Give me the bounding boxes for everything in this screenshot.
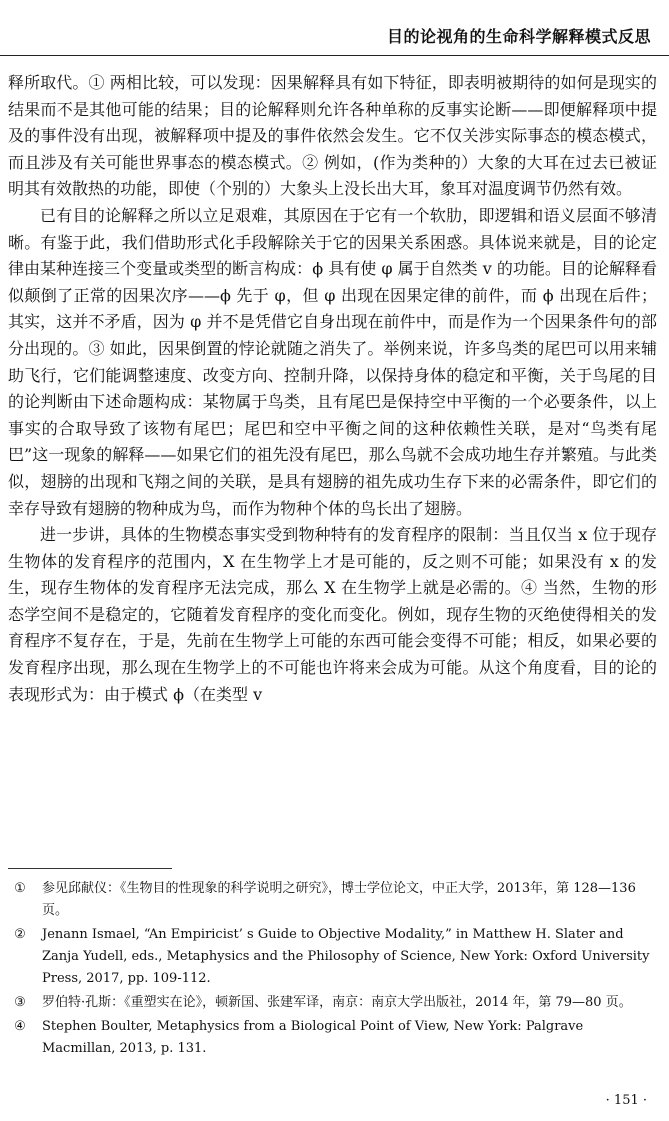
- footnote-4: [8, 1016, 657, 1060]
- paragraph-2: 已有目的论解释之所以立足艰难，其原因在于它有一个软肋，即逻辑和语义层面不够清晰。有鉴于此，我们借助形式化手段解除关于它的因果关系困惑。具体说来就是，目的论定律由某种连接三个变量或类型的断言构成：ϕ 具有使 φ 属于自然类 v 的功能。目的论解释看似颠倒了正常的因果次序——ϕ 先于 φ，但 φ 出现在因果定律的前件，而 ϕ 出现在后件；其实，这并不矛盾，因为 φ 并不是凭借它自身出现在前件中，而是作为一个因果条件句的部分出现的。③ 如此，因果倒置的悖论就随之消失了。举例来说，许多鸟类的尾巴可以用来辅助飞行，它们能调整速度、改变方向、控制升降，以保持身体的稳定和平衡，关于鸟尾的目的论判断由下述命题构成：某物属于鸟类，且有尾巴是保持空中平衡的一个必要条件，以上事实的合取导致了该物有尾巴；尾巴和空中平衡之间的这种依赖性关联，是对“鸟类有尾巴”这一现象的解释——如果它们的祖先没有尾巴，那么鸟就不会成功地生存并繁殖。与此类似，翅膀的出现和飞翔之间的关联，是具有翅膀的祖先成功生存下来的必需条件，即它们的幸存导致有翅膀的物种成为鸟，而作为物种个体的鸟长出了翅膀。: [8, 205, 657, 518]
- header-rule: [0, 55, 669, 56]
- footnote-number: ③: [14, 995, 26, 1010]
- running-header-title: 目的论视角的生命科学解释模式反思: [386, 27, 651, 46]
- footnote-text: 参见邱献仪：《生物目的性现象的科学说明之研究》，博士学位论文，中正大学，2013年，第 128—136 页。: [42, 881, 636, 918]
- footnote-number: ②: [14, 927, 26, 942]
- footnote-2: [8, 924, 657, 990]
- footnote-text: 罗伯特·孔斯：《重塑实在论》，顿新国、张建军译，南京：南京大学出版社，2014 年，第 79—80 页。: [42, 995, 632, 1010]
- footnote-separator: [8, 868, 172, 869]
- footnote-text: Stephen Boulter, Metaphysics from a Biological Point of View, New York: Palgrave Macmillan, 2013, p. 131.: [42, 1019, 584, 1056]
- footnote-number: ④: [14, 1019, 26, 1034]
- footnote-3: [8, 992, 657, 1014]
- footnotes: [8, 878, 657, 1062]
- paragraph-3: 进一步讲，具体的生物模态事实受到物种特有的发育程序的限制：当且仅当 x 位于现存生物体的发育程序的范围内，X 在生物学上才是可能的，反之则不可能；如果没有 x 的发生，现存生物体的发育程序无法完成，那么 X 在生物学上就是必需的。④ 当然，生物的形态学空间不是稳定的，它随着发育程序的变化而变化。例如，现存生物的灭绝使得相关的发育程序不复存在，于是，先前在生物学上可能的东西可能会变得不可能；相反，如果必要的发育程序出现，那么现在生物学上的不可能也许将来会成为可能。从这个角度看，目的论的表现形式为：由于模式 ϕ（在类型 v: [8, 525, 657, 704]
- paragraph-1: 释所取代。① 两相比较，可以发现：因果解释具有如下特征，即表明被期待的如何是现实的结果而不是其他可能的结果；目的论解释则允许各种单称的反事实论断——即便解释项中提及的事件没有出现，被解释项中提及的事件依然会发生。它不仅关涉实际事态的模态模式，而且涉及有关可能世界事态的模态模式。② 例如，(作为类种的）大象的大耳在过去已被证明其有效散热的功能，即使（个别的）大象头上没长出大耳，象耳对温度调节仍然有效。: [8, 73, 657, 199]
- main-text: [8, 70, 657, 708]
- footnote-number: ①: [14, 881, 26, 896]
- footnote-text: Jenann Ismael, “An Empiricist’ s Guide to Objective Modality,” in Matthew H. Slater and Zanja Yudell, eds., Metaphysics and the Philosophy of Science, New York: Oxford University Press, 2017, pp. 109-112.: [42, 927, 650, 986]
- running-header: [0, 0, 669, 58]
- footnote-1: [8, 878, 657, 922]
- page-number: · 151 ·: [605, 1093, 647, 1108]
